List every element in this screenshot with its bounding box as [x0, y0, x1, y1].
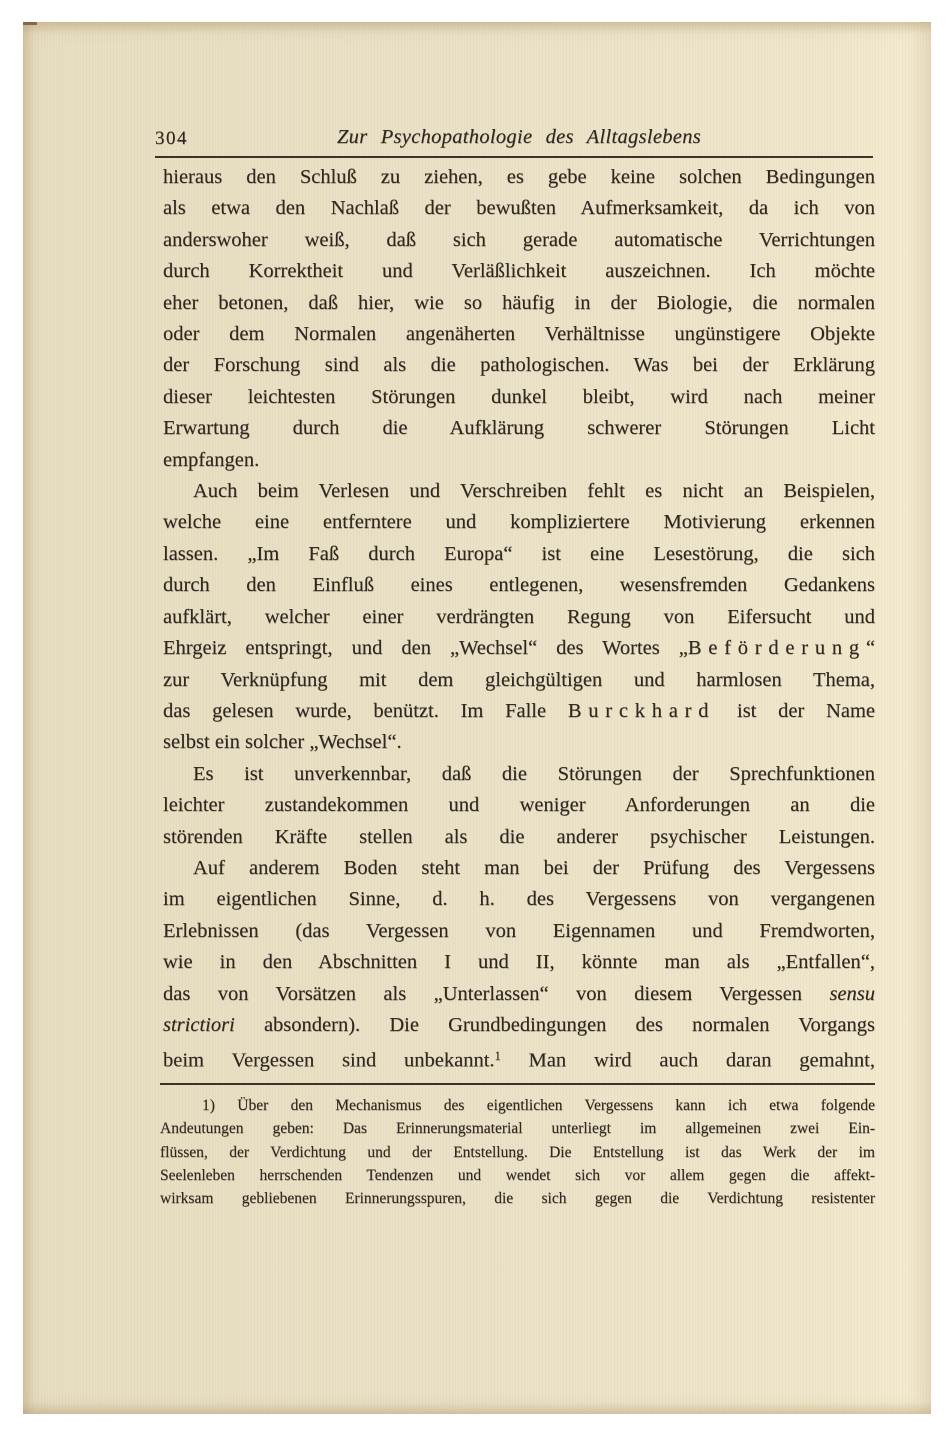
text-segment: leichter zustandekommen und weniger Anforderungen an die	[163, 794, 875, 817]
text-segment: flüssen, der Verdichtung und der Entstellung. Die Entstellung ist das Werk der im	[160, 1143, 875, 1161]
text-line	[163, 759, 875, 790]
text-segment: welche eine entferntere und kompliziertere Motivierung erkennen	[163, 511, 875, 534]
text-segment: das gelesen wurde, benützt. Im Falle	[163, 699, 568, 722]
text-segment: Auf anderem Boden steht man bei der Prüfung des Vergessens	[193, 856, 875, 879]
text-segment: Erwartung durch die Aufklärung schwerer Störungen Licht	[163, 417, 875, 440]
text-line	[163, 445, 875, 476]
text-line	[163, 790, 875, 821]
footnote-rule	[160, 1083, 875, 1085]
text-segment: strictiori	[163, 1013, 235, 1036]
text-segment: anderswoher weiß, daß sich gerade automatische Verrichtungen	[163, 228, 875, 251]
text-line	[163, 696, 875, 727]
text-segment: durch Korrektheit und Verläßlichkeit auszeichnen. Ich möchte	[163, 260, 875, 283]
text-line	[163, 633, 875, 664]
text-segment: Es ist unverkennbar, daß die Störungen der Sprechfunktionen	[193, 762, 875, 785]
text-segment: 1) Über den Mechanismus des eigentlichen Vergessens kann ich etwa folgende	[202, 1097, 875, 1114]
text-line	[160, 1141, 875, 1164]
text-line	[163, 350, 875, 381]
text-segment: eher betonen, daß hier, wie so häufig in der Biologie, die normalen	[163, 291, 875, 314]
text-line	[163, 916, 875, 947]
text-segment: als etwa den Nachlaß der bewußten Aufmerksamkeit, da ich von	[163, 197, 875, 220]
text-segment: empfangen.	[163, 448, 260, 471]
footnote-block	[160, 1094, 875, 1210]
text-line	[160, 1094, 875, 1117]
text-line	[163, 162, 875, 193]
text-segment: absondern). Die Grundbedingungen des normalen Vorgangs	[234, 1013, 875, 1036]
text-line	[163, 288, 875, 319]
text-line	[160, 1117, 875, 1140]
text-segment: Ehrgeiz entspringt, und den „Wechsel“ des Wortes „	[163, 637, 688, 660]
text-segment: der Forschung sind als die pathologischen. Was bei der Erklärung	[163, 354, 875, 377]
text-segment: hieraus den Schluß zu ziehen, es gebe keine solchen Bedingungen	[163, 166, 875, 188]
text-line	[160, 1164, 875, 1187]
text-segment: dieser leichtesten Störungen dunkel bleibt, wird nach meiner	[163, 385, 875, 408]
header-rule	[155, 156, 873, 158]
text-segment: wie in den Abschnitten I und II, könnte man als „Entfallen“,	[163, 951, 875, 974]
text-line	[163, 947, 875, 978]
text-segment: im eigentlichen Sinne, d. h. des Vergessens von vergangenen	[163, 888, 875, 911]
text-line	[163, 193, 875, 224]
scan-artifact	[23, 22, 37, 25]
text-segment: ist der Name	[715, 699, 875, 722]
text-segment: aufklärt, welcher einer verdrängten Regung von Eifersucht und	[163, 605, 875, 628]
text-line	[163, 539, 875, 570]
text-line	[163, 256, 875, 287]
text-segment: Erlebnissen (das Vergessen von Eigennamen und Fremdworten,	[163, 919, 875, 942]
footnote-ref: 1	[494, 1049, 501, 1064]
text-segment: zur Verknüpfung mit dem gleichgültigen und harmlosen Thema,	[163, 668, 875, 691]
text-line	[163, 979, 875, 1010]
text-segment: störenden Kräfte stellen als die anderer psychischer Leistungen.	[163, 825, 875, 848]
text-line	[163, 822, 875, 853]
body-text	[163, 162, 875, 1077]
text-line	[163, 853, 875, 884]
text-segment: selbst ein solcher „Wechsel“.	[163, 731, 402, 754]
running-title: Zur Psychopathologie des Alltagslebens	[336, 126, 702, 148]
text-segment: sensu	[829, 982, 875, 1005]
text-line	[163, 507, 875, 538]
text-segment: Beförderung	[687, 637, 866, 660]
text-line	[163, 665, 875, 696]
text-line	[163, 570, 875, 601]
page-header	[155, 126, 875, 154]
text-segment: Seelenleben herrschenden Tendenzen und wendet sich vor allem gegen die affekt-	[160, 1166, 875, 1184]
text-line	[160, 1187, 875, 1210]
text-line	[163, 1041, 875, 1077]
page-number: 304	[155, 128, 188, 149]
text-line	[163, 225, 875, 256]
text-segment: Auch beim Verlesen und Verschreiben fehlt es nicht an Beispielen,	[193, 480, 875, 503]
text-line	[163, 413, 875, 444]
text-line	[163, 382, 875, 413]
text-segment: Andeutungen geben: Das Erinnerungsmaterial unterliegt im allgemeinen zwei Ein-	[160, 1120, 875, 1138]
text-segment: durch den Einfluß eines entlegenen, wesensfremden Gedankens	[163, 574, 875, 597]
text-segment: oder dem Normalen angenäherten Verhältnisse ungünstigere Objekte	[163, 323, 875, 346]
text-segment: das von Vorsätzen als „Unterlassen“ von diesem Vergessen	[163, 982, 830, 1005]
text-segment: Burckhard	[567, 699, 716, 722]
text-line	[163, 476, 875, 507]
text-line	[163, 884, 875, 915]
text-line	[163, 1010, 875, 1041]
text-segment: lassen. „Im Faß durch Europa“ ist eine Lesestörung, die sich	[163, 542, 875, 565]
text-segment: beim Vergessen sind unbekannt.	[163, 1049, 495, 1072]
book-page	[23, 22, 931, 1414]
text-segment: “	[865, 637, 875, 660]
text-segment: Man wird auch daran gemahnt,	[500, 1049, 875, 1072]
text-line	[163, 602, 875, 633]
text-segment: wirksam gebliebenen Erinnerungsspuren, die sich gegen die Verdichtung resistenter	[160, 1190, 875, 1208]
text-line	[163, 319, 875, 350]
text-line	[163, 727, 875, 758]
